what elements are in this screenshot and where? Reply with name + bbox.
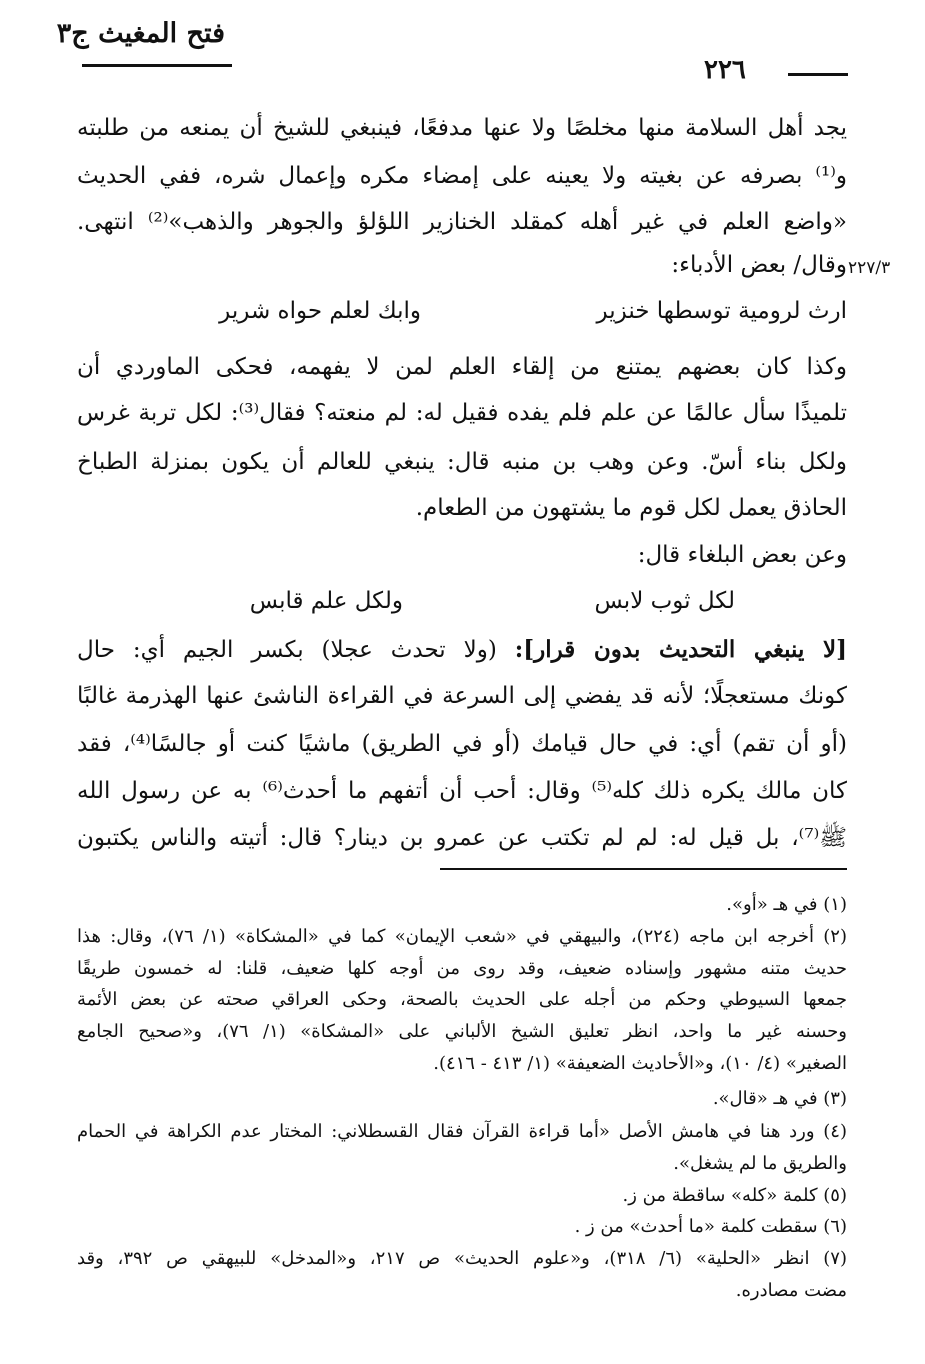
page-number: ٢٢٦	[704, 55, 746, 85]
text-line: ﷺ⁽⁷⁾، بل قيل له: لم لم تكتب عن عمرو بن دينار؟ قال: أتيته والناس يكتبون	[77, 825, 847, 851]
header-rule-left	[82, 64, 232, 67]
text-line: (أو أن تقم) أي: في حال قيامك (أو في الطريق) ماشيًا كنت أو جالسًا⁽⁴⁾، فقد	[77, 731, 847, 757]
text-line: وكذا كان بعضهم يمتنع من إلقاء العلم لمن لا يفهمه، فحكى الماوردي أن	[77, 354, 847, 380]
text-line: يجد أهل السلامة منها مخلصًا ولا عنها مدفعًا، فينبغي للشيخ أن يمنعه من طلبته	[77, 115, 847, 141]
text-line: وعن بعض البلغاء قال:	[637, 542, 847, 568]
verse-hemistich: لكل ثوب لابس	[594, 588, 735, 614]
text-line: وقال/ بعض الأدباء:	[671, 252, 847, 278]
footnote: (٥) كلمة «كله» ساقطة من ز.	[622, 1185, 847, 1206]
section-heading: [لا ينبغي التحديث بدون قرار]:	[514, 636, 847, 663]
footnote: (١) في هـ «أو».	[726, 894, 847, 915]
verse-hemistich: ارث لرومية توسطها خنزير	[596, 298, 847, 324]
text-line: كونك مستعجلًا؛ لأنه قد يفضي إلى السرعة في القراءة الناشئ عنها الهذرمة غالبًا	[77, 683, 847, 709]
verse-hemistich: ولكل علم قابس	[249, 588, 403, 614]
text-line: كان مالك يكره ذلك كله⁽⁵⁾ وقال: أحب أن أتفهم ما أحدث⁽⁶⁾ به عن رسول الله	[77, 778, 848, 804]
footnote: (٦) سقطت كلمة «ما أحدث» من ز .	[574, 1216, 847, 1237]
text-line: تلميذًا سأل عالمًا عن علم فلم يفده فقيل له: لم منعته؟ فقال⁽³⁾: لكل تربة غرس	[77, 400, 848, 426]
footnote: (٧) انظر «الحلية» (٦/ ٣١٨)، و«علوم الحديث» ص ٢١٧، و«المدخل» للبيهقي ص ٣٩٢، وقد	[77, 1248, 847, 1269]
footnote: وحسنه غير ما واحد، انظر تعليق الشيخ الألباني على «المشكاة» (١/ ٧٦)، و«صحيح الجامع	[77, 1021, 847, 1042]
footnote: الصغير» (٤/ ١٠)، و«الأحاديث الضعيفة» (١/ ٤١٣ - ٤١٦).	[433, 1053, 847, 1074]
header-rule-right	[788, 73, 848, 76]
footnote: حديث متنه مشهور وإسناده ضعيف، وقد روى من أوجه كلها ضعيف، قلنا: له خمسون طريقًا	[77, 958, 847, 979]
text-run: (ولا تحدث عجلا) بكسر الجيم أي: حال	[77, 637, 497, 663]
footnote: (٣) في هـ «قال».	[712, 1088, 847, 1109]
running-title: فتح المغيث ج٣	[56, 18, 225, 49]
text-line	[77, 635, 847, 665]
margin-reference: ٢٢٧/٣	[848, 258, 891, 278]
footnote: مضت مصادره.	[735, 1280, 847, 1301]
text-line: ولكل بناء أسّ. وعن وهب بن منبه قال: ينبغي للعالم أن يكون بمنزلة الطباخ	[77, 449, 847, 475]
footnote: (٤) ورد هنا في هامش الأصل «أما قراءة القرآن فقال القسطلاني: المختار عدم الكراهة في الحمام	[77, 1121, 847, 1142]
text-line: و⁽¹⁾ بصرفه عن بغيته ولا يعينه على إمضاء مكره وإعمال شره، ففي الحديث	[77, 163, 847, 189]
footnote-separator	[440, 868, 847, 870]
text-line: الحاذق يعمل لكل قوم ما يشتهون من الطعام.	[415, 495, 847, 521]
footnote: (٢) أخرجه ابن ماجه (٢٢٤)، والبيهقي في «شعب الإيمان» كما في «المشكاة» (١/ ٧٦)، وقال: هذا	[77, 926, 847, 947]
footnote: والطريق ما لم يشغل».	[673, 1153, 847, 1174]
verse-hemistich: وابك لعلم حواه شرير	[219, 298, 421, 324]
text-line: «واضع العلم في غير أهله كمقلد الخنازير اللؤلؤ والجوهر والذهب»⁽²⁾ انتهى.	[77, 209, 847, 235]
footnote: جمعها السيوطي وحكم من أجله على الحديث بالصحة، وحكى العراقي صحته عن بعض الأئمة	[77, 989, 847, 1010]
